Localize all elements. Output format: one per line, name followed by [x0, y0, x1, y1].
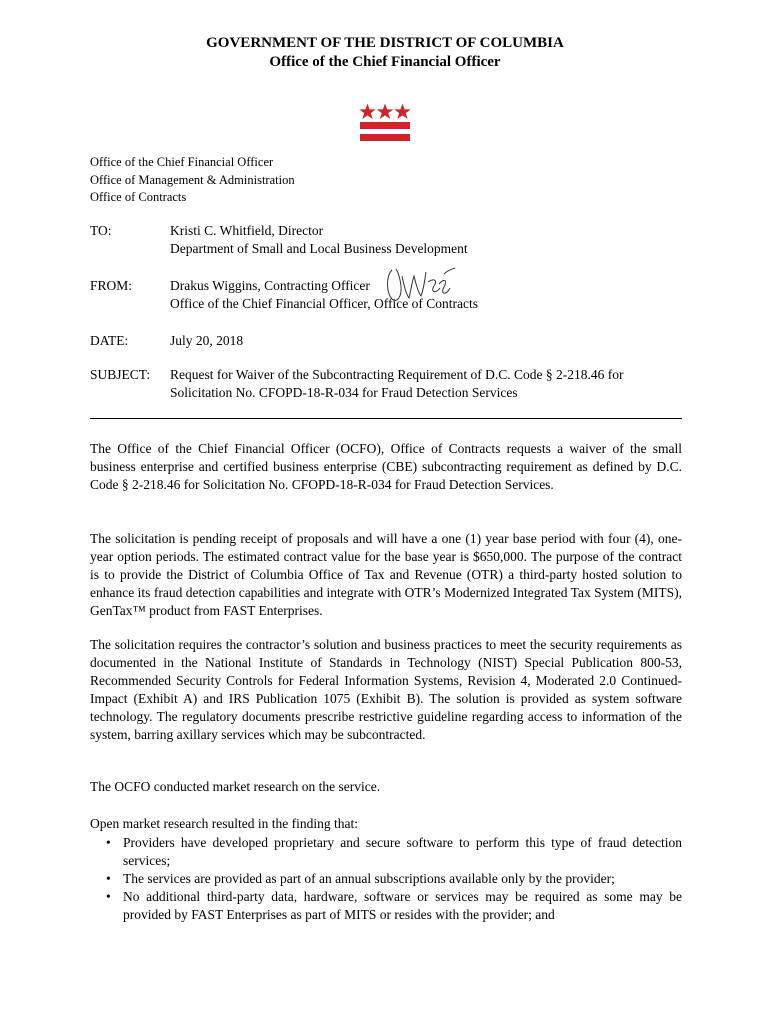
header-divider: [90, 418, 682, 419]
to-line: Department of Small and Local Business Development: [170, 241, 468, 256]
office-address-block: [90, 154, 295, 207]
paragraph: [90, 530, 682, 620]
flag-bar-2: [360, 134, 410, 141]
handwritten-signature: [384, 266, 456, 308]
list-item: • No additional third-party data, hardware, software or services may be required as some may be provided by FAST Enterprises as part of MITS or resides with the provider; and: [123, 888, 682, 924]
from-line: Office of the Chief Financial Officer, Office of Contracts: [170, 296, 478, 311]
findings-list: [90, 834, 682, 924]
from-line: Drakus Wiggins, Contracting Officer: [170, 278, 370, 293]
paragraph: [90, 778, 682, 796]
paragraph: [90, 440, 682, 494]
list-item: • Providers have developed proprietary and secure software to perform this type of fraud detection services;: [123, 834, 682, 870]
paragraph-text: The solicitation requires the contractor’s solution and business practices to meet the security requirements as documented in the National Institute of Standards in Technology (NIST) Special Publication 800-53, Recommended Security Controls for Federal Information Systems, Revision 4, Moderated 2.0 Continued-Impact (Exhibit A) and IRS Publication 1075 (Exhibit B). The solution is provided as system software technology. The regulatory documents prescribe restrictive guideline regarding access to information of the system, barring axillary services which may be subcontracted.: [90, 637, 682, 742]
paragraph-text: Open market research resulted in the finding that:: [90, 816, 359, 831]
office-line: Office of Contracts: [90, 190, 187, 204]
list-item: • The services are provided as part of an annual subscriptions available only by the provider;: [123, 870, 682, 888]
office-title: Office of the Chief Financial Officer: [269, 54, 501, 70]
letterhead: [0, 34, 770, 72]
to-value: [170, 222, 695, 258]
date-value: July 20, 2018: [170, 333, 244, 348]
paragraph-text: The Office of the Chief Financial Officer (OCFO), Office of Contracts requests a waiver of the small business enterprise and certified business enterprise (CBE) subcontracting requirement as defined by D.C. Code § 2-218.46 for Solicitation No. CFOPD-18-R-034 for Fraud Detection Services.: [90, 441, 682, 492]
flag-star-2: [377, 104, 394, 120]
from-label: FROM:: [90, 278, 133, 293]
dc-flag-logo: [359, 103, 411, 143]
paragraph-text: The OCFO conducted market research on the service.: [90, 779, 381, 794]
to-line: Kristi C. Whitfield, Director: [170, 223, 324, 238]
flag-star-1: [359, 104, 376, 120]
subject-label: SUBJECT:: [90, 367, 151, 382]
paragraph: [90, 815, 682, 833]
subject-value: Request for Waiver of the Subcontracting Requirement of D.C. Code § 2-218.46 for Solicitation No. CFOPD-18-R-034 for Fraud Detection Services: [170, 367, 624, 400]
flag-bar-1: [360, 122, 410, 129]
office-line: Office of Management & Administration: [90, 172, 295, 187]
paragraph: [90, 636, 682, 744]
government-title: GOVERNMENT OF THE DISTRICT OF COLUMBIA: [206, 35, 564, 51]
to-label: TO:: [90, 223, 112, 238]
office-line: Office of the Chief Financial Officer: [90, 155, 274, 169]
flag-star-3: [394, 104, 411, 120]
paragraph-text: The solicitation is pending receipt of proposals and will have a one (1) year base period with four (4), one-year option periods. The estimated contract value for the base year is $650,000. The purpose of the contract is to provide the District of Columbia Office of Tax and Revenue (OTR) a third-party hosted solution to enhance its fraud detection capabilities and integrate with OTR’s Modernized Integrated Tax System (MITS), GenTax™ product from FAST Enterprises.: [90, 531, 682, 618]
date-label: DATE:: [90, 333, 129, 348]
